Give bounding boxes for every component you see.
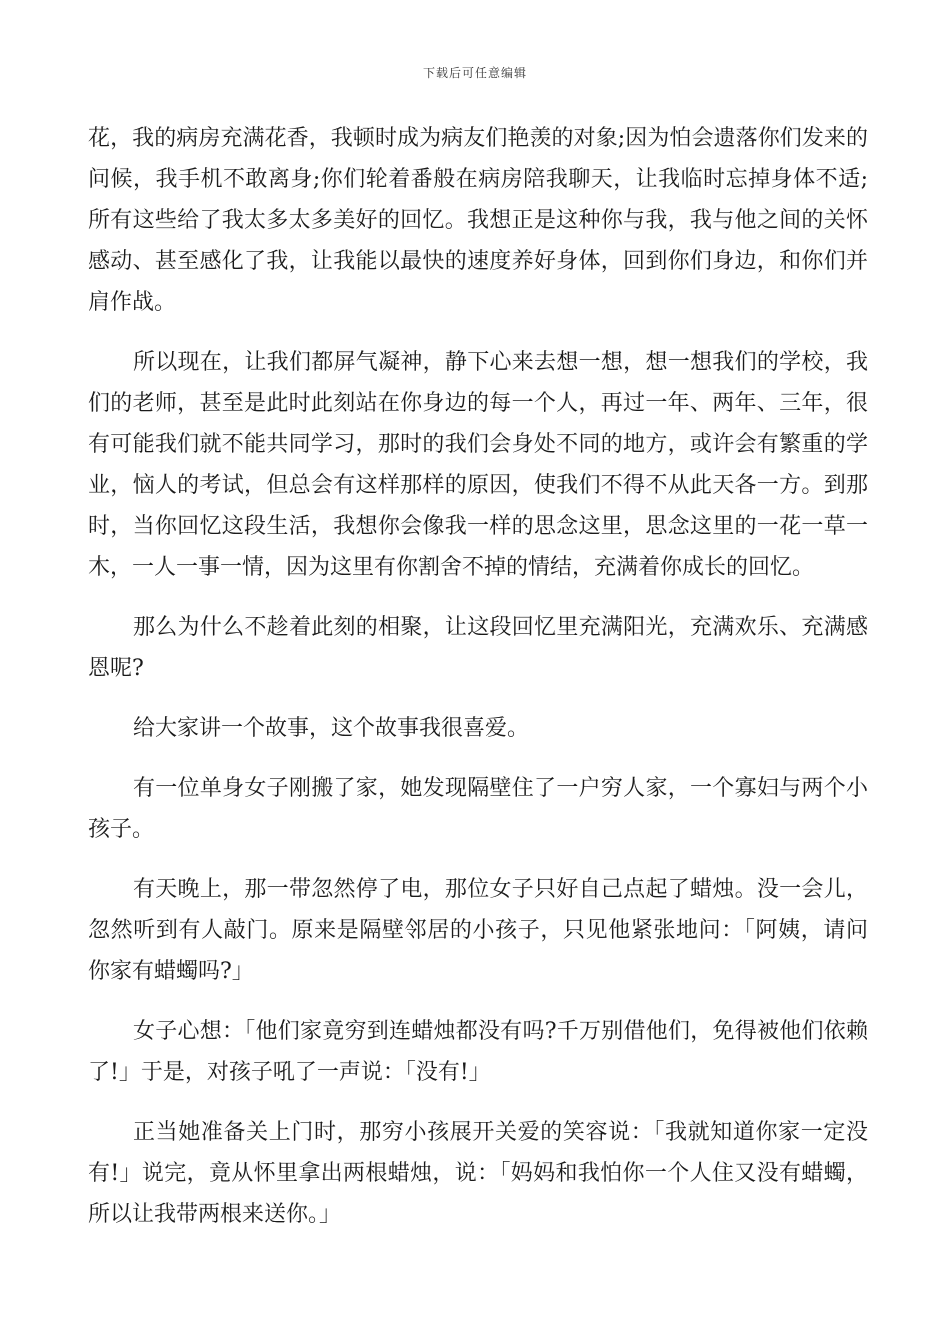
paragraph-3: 那么为什么不趁着此刻的相聚，让这段回忆里充满阳光，充满欢乐、充满感恩呢? — [88, 615, 868, 681]
document-body — [88, 118, 868, 1254]
paragraph-2: 所以现在，让我们都屏气凝神，静下心来去想一想，想一想我们的学校，我们的老师，甚至是此时此刻站在你身边的每一个人，再过一年、两年、三年，很有可能我们就不能共同学习，那时的我们会身处不同的地方，或许会有繁重的学业，恼人的考试，但总会有这样那样的原因，使我们不得不从此天各一方。到那时，当你回忆这段生活，我想你会像我一样的思念这里，思念这里的一花一草一木，一人一事一情，因为这里有你割舍不掉的情结，充满着你成长的回忆。 — [88, 350, 868, 580]
paragraph-5: 有一位单身女子刚搬了家，她发现隔壁住了一户穷人家，一个寡妇与两个小孩子。 — [88, 776, 868, 842]
paragraph-7: 女子心想：「他们家竟穷到连蜡烛都没有吗?千万别借他们，免得被他们依赖了!」于是，对孩子吼了一声说：「没有!」 — [88, 1019, 868, 1085]
paragraph-8: 正当她准备关上门时，那穷小孩展开关爱的笑容说：「我就知道你家一定没有!」说完，竟从怀里拿出两根蜡烛，说：「妈妈和我怕你一个人住又没有蜡蠋，所以让我带两根来送你。」 — [88, 1120, 868, 1227]
paragraph-4: 给大家讲一个故事，这个故事我很喜爱。 — [133, 716, 530, 741]
paragraph-1: 花，我的病房充满花香，我顿时成为病友们艳羡的对象;因为怕会遗落你们发来的问候，我手机不敢离身;你们轮着番般在病房陪我聊天，让我临时忘掉身体不适;所有这些给了我太多太多美好的回忆。我想正是这种你与我，我与他之间的关怀感动、甚至感化了我，让我能以最快的速度养好身体，回到你们身边，和你们并肩作战。 — [88, 126, 868, 315]
paragraph-6: 有天晚上，那一带忽然停了电，那位女子只好自己点起了蜡烛。没一会儿，忽然听到有人敲门。原来是隔壁邻居的小孩子，只见他紧张地问：「阿姨，请问你家有蜡蠋吗?」 — [88, 877, 868, 984]
page-header: 下载后可任意编辑 — [422, 66, 527, 80]
